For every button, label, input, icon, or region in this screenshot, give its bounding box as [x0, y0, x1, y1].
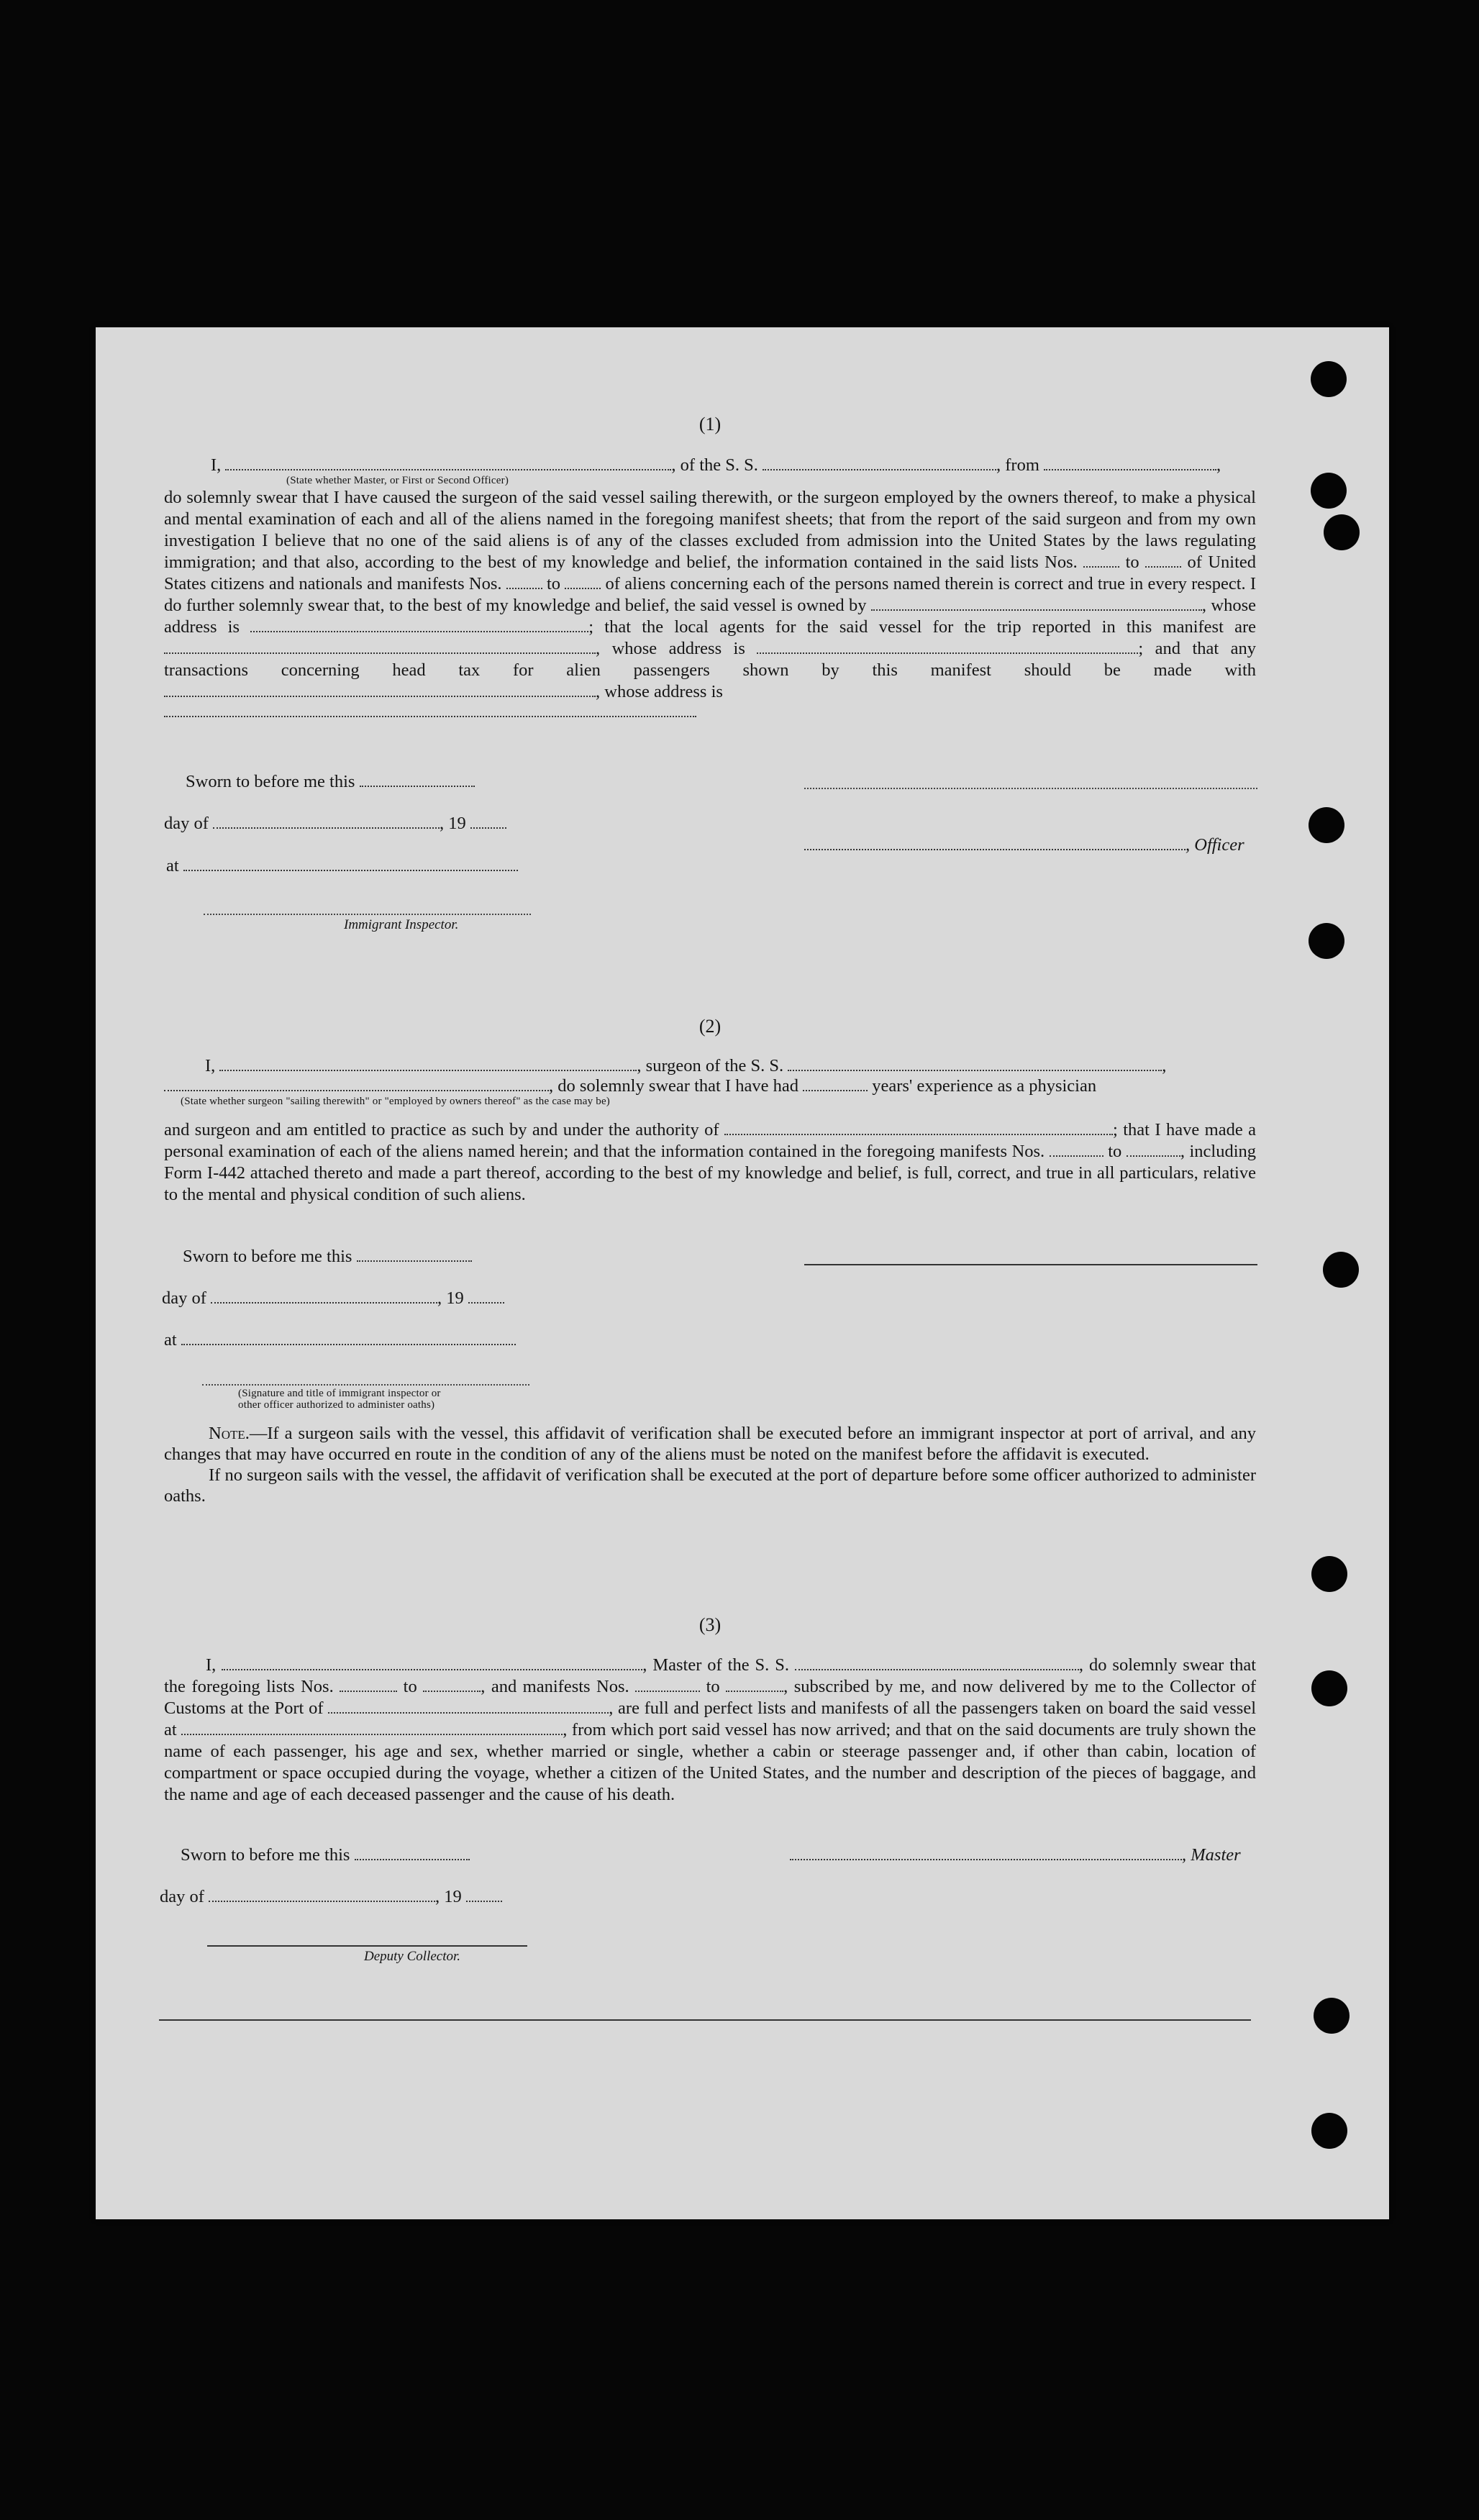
master-line	[211, 455, 1221, 476]
punch-hole	[1314, 1998, 1350, 2034]
text: I,	[206, 1655, 217, 1675]
text: day of	[160, 1887, 204, 1906]
text: day of	[164, 814, 209, 833]
note-text: If no surgeon sails with the vessel, the affidavit of verification shall be executed at the port of departure before some officer authorized to administer oaths.	[164, 1465, 1256, 1506]
master-signature-line	[790, 1845, 1241, 1865]
manifests-from-field[interactable]	[1050, 1142, 1103, 1157]
text: ,	[1162, 1056, 1167, 1075]
bottom-rule	[159, 2019, 1251, 2021]
inspector-signature-line[interactable]	[204, 914, 531, 915]
signature-note: other officer authorized to administer oaths)	[238, 1399, 435, 1411]
text: I,	[205, 1056, 216, 1075]
vessel-field[interactable]	[788, 1057, 1162, 1071]
text: , from which port said vessel has now arrived; and that on the said documents are truly shown the name of each passenger, his age and sex, whether married or single, whether a cabin or steerage passenger and, if other than cabin, location of compartment or space occupied during the voyage, whether a citizen of the United States, and the number and description of the pieces of baggage, and the name and age of each deceased passenger and the cause of his death.	[164, 1720, 1256, 1804]
punch-hole	[1309, 807, 1344, 843]
text: , 19	[440, 814, 466, 833]
agents-field[interactable]	[164, 640, 596, 654]
text: , whose address is	[164, 596, 1256, 637]
collector-signature-line[interactable]	[207, 1945, 527, 1947]
agents-address-field[interactable]	[757, 640, 1138, 654]
text: of aliens concerning each of the persons named therein is correct and true in every respect. I do further solemnly swear that, to the best of my knowledge and belief, the said vessel is owned by	[164, 574, 1257, 615]
text: to	[403, 1677, 417, 1696]
text: at	[166, 856, 179, 875]
section-number: (1)	[698, 414, 722, 435]
punch-hole	[1311, 1556, 1347, 1592]
surgeon-note: (State whether surgeon "sailing therewith" or "employed by owners thereof" as the case may be)	[181, 1096, 611, 1107]
punch-hole	[1311, 361, 1347, 397]
section-3	[164, 1614, 1256, 1636]
vessel-field[interactable]	[763, 456, 996, 470]
vessel-field[interactable]	[795, 1656, 1079, 1670]
year-field[interactable]	[468, 1289, 504, 1304]
inspector-caption: Immigrant Inspector.	[344, 917, 459, 932]
sworn-date-field[interactable]	[360, 773, 475, 787]
punch-hole	[1311, 1670, 1347, 1706]
punch-hole	[1311, 2113, 1347, 2149]
punch-hole	[1311, 473, 1347, 509]
lists-to-field[interactable]	[1145, 553, 1181, 568]
text: , including Form I-442 attached thereto and made a part thereof, according to the best of my knowledge and belief, is full, correct, and true in all particulars, relative to the mental and physical condition of such aliens.	[164, 1142, 1257, 1204]
port-field[interactable]	[328, 1699, 609, 1714]
embark-port-field[interactable]	[181, 1721, 563, 1735]
text: , 19	[435, 1887, 462, 1906]
manifests-to-field[interactable]	[565, 575, 601, 589]
head-tax-address-field[interactable]	[164, 703, 696, 717]
inspector-signature-line[interactable]	[202, 1384, 529, 1386]
text: I,	[211, 455, 222, 475]
authority-field[interactable]	[724, 1121, 1113, 1135]
lists-to-field[interactable]	[423, 1678, 481, 1692]
section-1	[164, 414, 1256, 435]
year-field[interactable]	[470, 814, 506, 829]
text: , do solemnly swear that the foregoing lists Nos.	[164, 1655, 1257, 1696]
from-field[interactable]	[1044, 456, 1216, 470]
years-field[interactable]	[803, 1077, 868, 1091]
text: , whose address is	[596, 682, 723, 701]
owner-address-field[interactable]	[250, 618, 588, 632]
surgeon-status-field[interactable]	[164, 1077, 549, 1091]
surgeon-signature-line[interactable]	[804, 1264, 1257, 1265]
officer-signature-field[interactable]	[804, 836, 1186, 850]
manifests-to-field[interactable]	[1127, 1142, 1180, 1157]
master-name-field[interactable]	[222, 1656, 642, 1670]
day-field[interactable]	[209, 1888, 435, 1902]
master-label: , Master	[1182, 1845, 1241, 1865]
text: Sworn to before me this	[181, 1845, 350, 1865]
section-2-paragraph	[164, 1119, 1256, 1206]
at-line	[164, 1330, 516, 1350]
text: ; and that any transactions concerning head tax for alien passengers shown by this manifest should be made with	[164, 639, 1257, 680]
owner-field[interactable]	[871, 596, 1202, 611]
text: , 19	[437, 1288, 464, 1308]
at-line	[166, 856, 518, 876]
section-1-paragraph	[164, 487, 1256, 717]
day-line	[160, 1887, 502, 1907]
text: ; that I have made a personal examination of each of the aliens named herein; and that the information contained in the foregoing manifests Nos.	[164, 1120, 1257, 1161]
text: to	[546, 574, 561, 593]
lists-from-field[interactable]	[1083, 553, 1119, 568]
master-note: (State whether Master, or First or Second Officer)	[286, 475, 509, 486]
surgeon-line-2	[164, 1076, 1096, 1096]
text: Sworn to before me this	[183, 1247, 352, 1266]
day-line	[164, 814, 506, 834]
text: , of the S. S.	[671, 455, 758, 475]
text: do solemnly swear that I have caused the surgeon of the said vessel sailing therewith, or the surgeon employed by the owners thereof, to make a physical and mental examination of each and all of the aliens named in the foregoing manifest sheets; that from the report of the said surgeon and from my own investigation I believe that no one of the said aliens is of any of the classes excluded from admission into the United States by the laws regulating immigration; and that also, according to the best of my knowledge and belief, the information contained in the said lists Nos.	[164, 488, 1256, 572]
text: of United States citizens and nationals and manifests Nos.	[164, 552, 1257, 593]
surgeon-name-field[interactable]	[219, 1057, 637, 1071]
head-tax-field[interactable]	[164, 683, 596, 697]
note-text: —If a surgeon sails with the vessel, this affidavit of verification shall be executed before an immigrant inspector at port of arrival, and any changes that may have occurred en route in the condition of any of the aliens must be noted on the manifest before the affidavit is executed.	[164, 1424, 1256, 1464]
manifests-to-field[interactable]	[726, 1678, 783, 1692]
surgeon-line	[205, 1056, 1166, 1076]
text: , Master of the S. S.	[642, 1655, 789, 1675]
name-field[interactable]	[225, 456, 671, 470]
text: at	[164, 1330, 177, 1350]
section-2	[164, 1016, 1256, 1037]
text: , and manifests Nos.	[481, 1677, 629, 1696]
year-field[interactable]	[466, 1888, 502, 1902]
sworn-line	[181, 1845, 470, 1865]
text: day of	[162, 1288, 206, 1308]
at-field[interactable]	[183, 857, 518, 871]
manifests-from-field[interactable]	[635, 1678, 700, 1692]
text: and surgeon and am entitled to practice as such by and under the authority of	[164, 1120, 719, 1140]
manifest-affidavit-page	[96, 327, 1389, 2219]
punch-hole	[1323, 1252, 1359, 1288]
text: , are full and perfect lists and manifests of all the passengers taken on board the said vessel at	[164, 1698, 1257, 1739]
section-number: (3)	[698, 1614, 722, 1635]
sworn-line	[186, 772, 475, 792]
collector-caption: Deputy Collector.	[364, 1949, 461, 1964]
text: to	[706, 1677, 720, 1696]
section-3-paragraph	[164, 1655, 1256, 1806]
text: ,	[1216, 455, 1221, 475]
at-field[interactable]	[181, 1331, 516, 1345]
text: , subscribed by me, and now delivered by me to the Collector of Customs at the Port of	[164, 1677, 1257, 1718]
text: , from	[996, 455, 1039, 475]
day-field[interactable]	[213, 814, 440, 829]
sworn-date-field[interactable]	[355, 1846, 470, 1860]
officer-label: , Officer	[1186, 835, 1244, 855]
master-signature-field[interactable]	[790, 1846, 1182, 1860]
text: , whose address is	[596, 639, 745, 658]
text: to	[1108, 1142, 1122, 1161]
officer-line	[804, 835, 1244, 855]
text: Sworn to before me this	[186, 772, 355, 791]
day-line	[162, 1288, 504, 1309]
note-block	[164, 1423, 1256, 1506]
section-number: (2)	[698, 1016, 722, 1037]
text: , surgeon of the S. S.	[637, 1056, 784, 1075]
punch-hole	[1324, 514, 1360, 550]
text: to	[1125, 552, 1139, 572]
note-label: Note.	[209, 1424, 250, 1443]
text: , do solemnly swear that I have had	[549, 1076, 798, 1096]
text: ; that the local agents for the said vessel for the trip reported in this manifest are	[588, 617, 1256, 637]
manifests-from-field[interactable]	[506, 575, 542, 589]
day-field[interactable]	[211, 1289, 437, 1304]
sworn-date-field[interactable]	[357, 1247, 472, 1262]
lists-from-field[interactable]	[340, 1678, 397, 1692]
punch-hole	[1309, 923, 1344, 959]
sworn-line	[183, 1247, 472, 1267]
signature-note: (Signature and title of immigrant inspector or	[238, 1388, 441, 1399]
signature-line[interactable]	[804, 788, 1257, 789]
text: years' experience as a physician	[872, 1076, 1097, 1096]
